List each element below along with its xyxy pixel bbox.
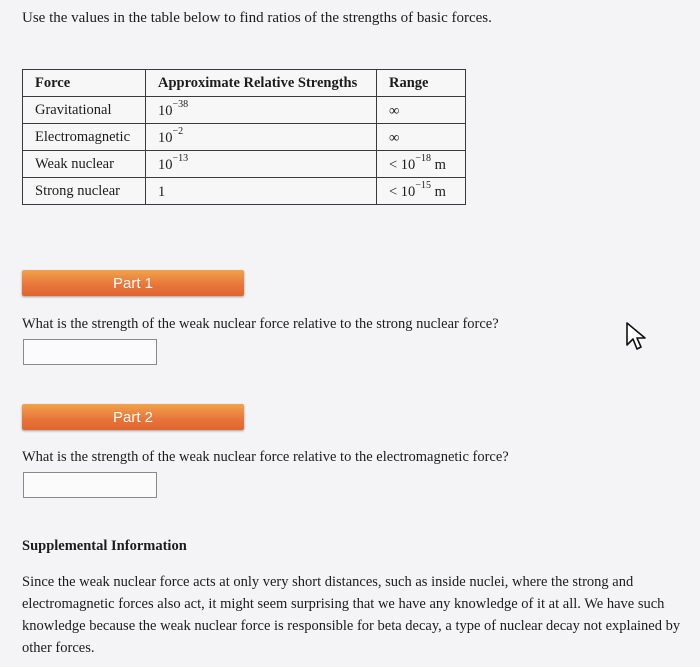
supplemental-body: Since the weak nuclear force acts at only very short distances, such as inside nuclei, where the strong and electromagnetic forces also act, it might seem surprising that we have any knowledge of it at all. We have such knowledge because the weak nuclear force is responsible for beta decay, a type of nuclear decay not explained by other forces. <box>22 574 681 656</box>
supplemental-title: Supplemental Information <box>22 538 187 554</box>
column-header-range: Range <box>377 70 466 97</box>
force-name: Electromagnetic <box>23 124 146 151</box>
part-2-answer-input[interactable] <box>23 472 157 498</box>
table-row <box>23 97 466 124</box>
force-name: Strong nuclear <box>23 178 146 205</box>
range-cell: < $10^{-18}$ m <box>377 151 466 178</box>
mouse-cursor-icon <box>625 321 651 353</box>
strength-cell: $10^{-2}$ <box>146 124 377 151</box>
table-row <box>23 178 466 205</box>
table-header-row <box>23 70 466 97</box>
strength-cell: $10^{-38}$ <box>146 97 377 124</box>
column-header-force: Force <box>23 70 146 97</box>
part-1-header: Part 1 <box>22 270 244 296</box>
table-row <box>23 124 466 151</box>
part-1-question: What is the strength of the weak nuclear force relative to the strong nuclear force? <box>22 316 499 332</box>
range-cell: ∞ <box>377 97 466 124</box>
part-2-header: Part 2 <box>22 404 244 430</box>
column-header-strength: Approximate Relative Strengths <box>146 70 377 97</box>
strength-cell: 1 <box>146 178 377 205</box>
table-row <box>23 151 466 178</box>
part-2-question: What is the strength of the weak nuclear force relative to the electromagnetic force? <box>22 449 509 465</box>
force-name: Gravitational <box>23 97 146 124</box>
range-cell: ∞ <box>377 124 466 151</box>
instructions-text: Use the values in the table below to find ratios of the strengths of basic forces. <box>22 10 492 26</box>
part-1-answer-input[interactable] <box>23 339 157 365</box>
forces-table <box>22 69 466 205</box>
range-cell: < $10^{-15}$ m <box>377 178 466 205</box>
force-name: Weak nuclear <box>23 151 146 178</box>
strength-cell: $10^{-13}$ <box>146 151 377 178</box>
